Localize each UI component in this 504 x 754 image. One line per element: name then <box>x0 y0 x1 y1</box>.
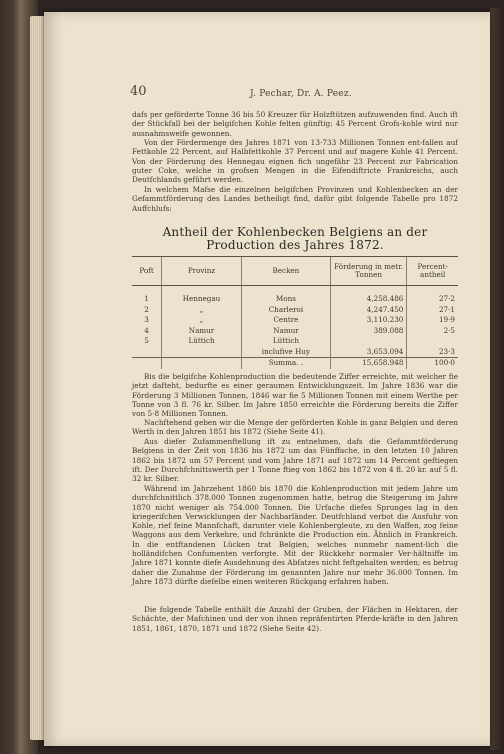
table-sum-row <box>132 358 458 369</box>
header-percent: Percent-antheil <box>407 257 458 286</box>
paragraph-2: Von der Fördermenge des Jahres 1871 von 13·733 Millionen Tonnen ent-fallen auf Fettkohle 22 Percent, auf Halbfettkohle 37 Percent und auf magere Kohle 41 Percent. Von der Förderung des Hennegau eignen fich ungefähr 23 Percent zur Fabrication guter Coke, welche in grofsen Mengen in die Eifendiftricte Frankreichs, auch Deutfchlands geführt werden. <box>132 138 458 185</box>
page-number: 40 <box>130 84 147 99</box>
table-row <box>132 305 458 316</box>
cell-provinz: Namur <box>162 326 242 337</box>
cell-foerderung <box>330 336 407 347</box>
header-provinz: Provinz <box>162 257 242 286</box>
cell-empty <box>162 358 242 369</box>
cell-becken: inclufive Huy <box>241 347 330 358</box>
paragraph-6: Aus diefer Zufammenftellung ift zu entnehmen, dafs die Gefammtförderung Belgiens in der Zeit von 1836 bis 1872 um das Fünffache, in den letzten 10 Jahren 1862 bis 1872 um 57 Percent und vom Jahre 1871 auf 1872 um 14 Percent geftiegen ift. Der Durchfchnittswerth per 1 Tonne ftieg von 1862 bis 1872 von 4 fl. 20 kr. auf 5 fl. 32 kr. Silber. <box>132 437 458 484</box>
table-row <box>132 294 458 305</box>
table-header-row <box>132 257 458 286</box>
paragraph-7: Während im Jahrzehent 1860 bis 1870 die Kohlenproduction mit jedem Jahre um durchfchnittlich 378.000 Tonnen zugenommen hatte, betrug die Steigerung im Jahre 1870 nicht weniger als 754.000 Tonnen. Die Urfache diefes Sprunges lag in den kriegerifchen Verwicklungen der Nachbarländer. Deutfchland verbot die Ausfuhr von Kohle, rief feine Mannfchaft, darunter viele Kohlenbergleute, zu den Waffen, zog feine Waggons aus dem Verkehre, und fchränkte die Production ein. Ähnlich in Frankreich. In die entftandenen Lücken trat Belgien, welches nunmehr nament-lich die holländifchen Confumenten verforgte. Mit der Rückkehr normaler Ver-hältniffe im Jahre 1871 konnte diefe Ausdehnung des Abfatzes nicht feftgehalten werden; es betrug daher die Zunahme der Förderung im genannten Jahre nur mehr 36.000 Tonnen. Im Jahre 1873 dürfte diefelbe einen weiteren Rückgang erfahren haben. <box>132 484 458 586</box>
cell-sum-label: Summa. . <box>241 358 330 369</box>
cell-post: 3 <box>144 315 149 324</box>
cell-becken: Centre <box>241 315 330 326</box>
cell-foerderung: 3,110.230 <box>330 315 407 326</box>
cell-provinz: Lüttich <box>162 336 242 347</box>
paragraph-8: Die folgende Tabelle enthält die Anzahl der Gruben, der Flächen in Hektaren, der Schächte, der Mafchinen und der von ihnen repräfentirten Pferde-kräfte in den Jahren 1851, 1861, 1870, 1871 und 1872 (Siehe Seite 42). <box>132 605 458 633</box>
cell-percent: 27·2 <box>407 294 458 305</box>
cell-percent <box>407 336 458 347</box>
paragraph-4: Bis die belgifche Kohlenproduction die bedeutende Ziffer erreichte, mit welcher fie jetzt dafteht, bedurfte es einer geraumen Entwicklungszeit. Im Jahre 1836 war die Förderung 3 Millionen Tonnen, 1846 war fie 5 Millionen Tonnen mit einem Werthe per Tonne von 3 fl. 76 kr. Silber. Im Jahre 1850 erreichte die Förderung bereits die Ziffer von 5·8 Millionen Tonnen. <box>132 372 458 419</box>
cell-empty <box>132 358 162 369</box>
table-row <box>132 315 458 326</box>
paragraph-5: Nachftehend geben wir die Menge der geförderten Kohle in ganz Belgien und deren Werth in den Jahren 1851 bis 1872 (Siehe Seite 41). <box>132 418 458 437</box>
cell-foerderung: 4,258.486 <box>330 294 407 305</box>
cell-becken: Mons <box>241 294 330 305</box>
cell-sum-percent: 100·0 <box>407 358 458 369</box>
header-foerderung: Förderung in metr. Tonnen <box>330 257 407 286</box>
running-head-title: J. Pechar, Dr. A. Peez. <box>250 89 352 99</box>
cell-provinz: „ <box>162 315 242 326</box>
table-row <box>132 347 458 358</box>
cell-percent: 23·3 <box>407 347 458 358</box>
cell-post: 1 <box>144 294 149 303</box>
cell-foerderung: 3,653.094 <box>330 347 407 358</box>
table-row <box>132 326 458 337</box>
page-stack-edge <box>30 16 44 740</box>
book-cover-edge <box>490 8 504 750</box>
running-head <box>85 84 465 104</box>
cell-percent: 2·5 <box>407 326 458 337</box>
cell-provinz <box>162 347 242 358</box>
cell-becken: Charleroi <box>241 305 330 316</box>
header-becken: Becken <box>241 257 330 286</box>
cell-post <box>132 347 162 358</box>
cell-percent: 19·9 <box>407 315 458 326</box>
cell-becken: Namur <box>241 326 330 337</box>
production-table <box>132 256 458 369</box>
cell-provinz: „ <box>162 305 242 316</box>
cell-percent: 27·1 <box>407 305 458 316</box>
cell-post: 5 <box>144 336 149 345</box>
cell-post: 2 <box>144 304 149 314</box>
cell-provinz: Hennegau <box>162 294 242 305</box>
cell-foerderung: 4,247.450 <box>330 305 407 316</box>
header-post: Poft <box>132 257 162 286</box>
cell-post: 4 <box>144 325 149 335</box>
table-title: Antheil der Kohlenbecken Belgiens an der Production des Jahres 1872. <box>162 225 428 252</box>
cell-sum-foerderung: 15,658.948 <box>330 358 407 369</box>
cell-foerderung: 389.088 <box>330 326 407 337</box>
paragraph-3: In welchem Mafse die einzelnen belgifchen Provinzen und Kohlenbecken an der Gefammtförderung des Landes betheiligt find, dafür gibt folgende Tabelle pro 1872 Auffchlufs: <box>132 185 458 213</box>
table-spacer <box>132 286 458 295</box>
paragraph-1: dafs per geförderte Tonne 36 bis 50 Kreuzer für Holzftützen aufzuwenden find. Auch ift der Stückfall bei der belgifchen Kohle felten günftig; 45 Percent Grofs-kohle wird nur ausnahmsweife gewonnen. <box>132 110 458 138</box>
table-row <box>132 336 458 347</box>
cell-becken: Lüttich <box>241 336 330 347</box>
